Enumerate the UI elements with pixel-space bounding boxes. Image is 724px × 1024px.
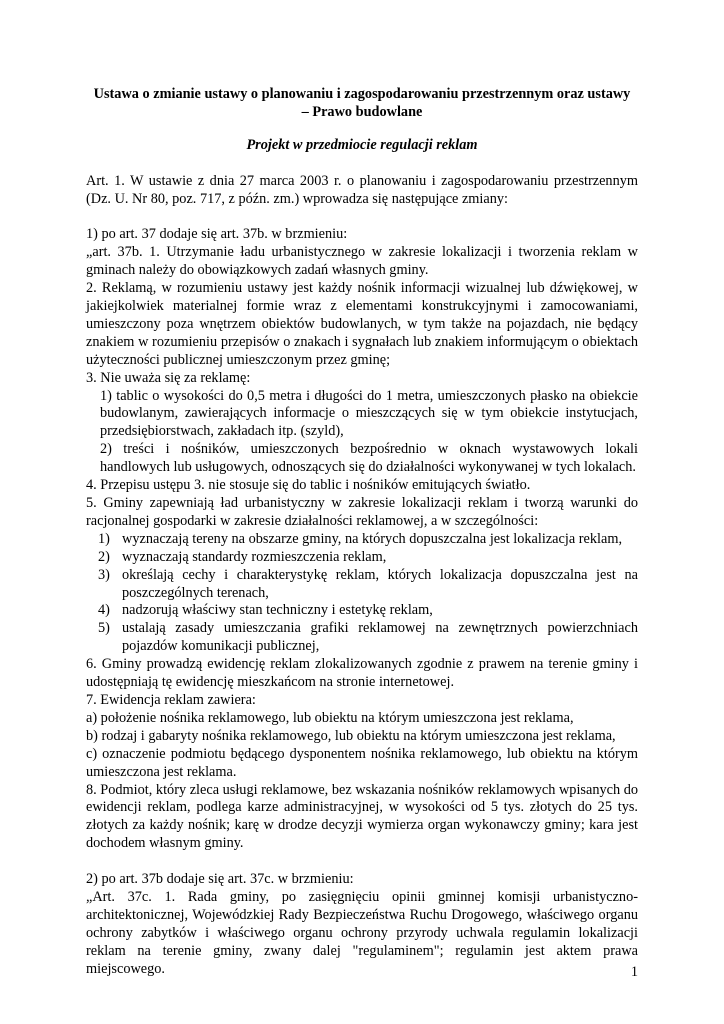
section-2: 2. Reklamą, w rozumieniu ustawy jest każdy nośnik informacji wizualnej lub dźwiękowej, w jakiejkolwiek materialnej formie wraz z elementami konstrukcyjnymi i zamocowaniami, umieszczony poza wnętrzem obiektów budowlanych, w tym także na pojazdach, nie będący znakiem w rozumieniu przepisów o znakach i sygnałach lub znakiem informującym o obiektach użyteczności publicznej umieszczonym przez gminę; [86,280,638,368]
section-5-item-number: 5) [98,620,110,637]
title-line-2: – Prawo budowlane [301,103,423,120]
point-1-intro: 1) po art. 37 dodaje się art. 37b. w brzmieniu: [86,226,348,243]
section-5-item-number: 4) [98,602,110,619]
section-5-item [86,567,638,603]
section-5-item [86,531,638,549]
section-5-item-number: 2) [98,548,110,565]
article-37c-section-1: „Art. 37c. 1. Rada gminy, po zasięgnięciu opinii gminnej komisji urbanistyczno-architektonicznej, Wojewódzkiej Rady Bezpieczeństwa Ruchu Drogowego, właściwego organu ochrony zabytków i właściwego organu ochrony przyrody uchwala regulamin lokalizacji reklam na terenie gminy, zwany dalej "regulaminem"; regulamin jest aktem prawa miejscowego. [86,888,638,977]
section-5-item-text: ustalają zasady umieszczania grafiki reklamowej na zewnętrznych powierzchniach pojazdów komunikacji publicznej, [122,620,638,655]
document-subtitle: Projekt w przedmiocie regulacji reklam [246,136,478,153]
title-line-1: Ustawa o zmianie ustawy o planowaniu i zagospodarowaniu przestrzennym oraz ustawy [93,86,631,102]
section-3-item-2: 2) treści i nośników, umieszczonych bezpośrednio w oknach wystawowych lokali handlowych lub usługowych, odnoszących się do działalności wykonywanej w tych lokalach. [100,441,638,476]
section-4: 4. Przepisu ustępu 3. nie stosuje się do tablic i nośników emitujących światło. [86,477,531,494]
section-5-item-text: wyznaczają tereny na obszarze gminy, na których dopuszczalna jest lokalizacja reklam, [122,530,623,547]
section-6: 6. Gminy prowadzą ewidencję reklam zlokalizowanych zgodnie z prawem na terenie gminy i udostępniają tę ewidencję mieszkańcom na stronie internetowej. [86,656,638,691]
section-7-item-a: a) położenie nośnika reklamowego, lub obiektu na którym umieszczona jest reklama, [86,709,574,726]
point-2-intro: 2) po art. 37b dodaje się art. 37c. w brzmieniu: [86,871,354,888]
section-3-item-1: 1) tablic o wysokości do 0,5 metra i długości do 1 metra, umieszczonych płasko na obiekcie budowlanym, zawierających informacje o mieszczących się w tym obiekcie instytucjach, przedsiębiorstwach, zakładach itp. (szyld), [100,387,638,440]
section-1: „art. 37b. 1. Utrzymanie ładu urbanistycznego w zakresie lokalizacji i tworzenia reklam w gminach należy do obowiązkowych zadań własnych gminy. [86,244,638,279]
article-1: Art. 1. W ustawie z dnia 27 marca 2003 r. o planowaniu i zagospodarowaniu przestrzennym (Dz. U. Nr 80, poz. 717, z późn. zm.) wprowadza się następujące zmiany: [86,172,638,207]
section-5-item [86,549,638,567]
section-3: 3. Nie uważa się za reklamę: [86,369,251,386]
section-5-item [86,620,638,656]
section-5-item [86,602,638,620]
section-8: 8. Podmiot, który zleca usługi reklamowe, bez wskazania nośników reklamowych wpisanych do ewidencji reklam, podlega karze administracyjnej, w wysokości od 5 tys. złotych do 25 tys. złotych za każdy nośnik; karę w drodze decyzji wymierza organ wykonawczy gminy; kara jest dochodem własnym gminy. [86,781,638,852]
section-7-item-c: c) oznaczenie podmiotu będącego dysponentem nośnika reklamowego, lub obiektu na którym umieszczona jest reklama. [86,745,638,780]
section-7: 7. Ewidencja reklam zawiera: [86,691,256,708]
section-7-item-b: b) rodzaj i gabaryty nośnika reklamowego, lub obiektu na którym umieszczona jest reklama, [86,727,616,744]
section-5-item-number: 1) [98,530,110,547]
section-5-item-text: wyznaczają standardy rozmieszczenia reklam, [122,548,387,565]
document-title [86,86,638,122]
page-number: 1 [630,964,638,980]
document-page [86,86,638,978]
section-5-item-text: określają cechy i charakterystykę reklam, których lokalizacja dopuszczalna jest na poszczególnych terenach, [122,566,638,601]
section-5: 5. Gminy zapewniają ład urbanistyczny w zakresie lokalizacji reklam i tworzą warunki do racjonalnej gospodarki w zakresie działalności reklamowej, a w szczególności: [86,495,638,529]
section-5-list [86,531,638,656]
section-5-item-text: nadzorują właściwy stan techniczny i estetykę reklam, [122,602,433,619]
section-5-item-number: 3) [98,566,110,583]
